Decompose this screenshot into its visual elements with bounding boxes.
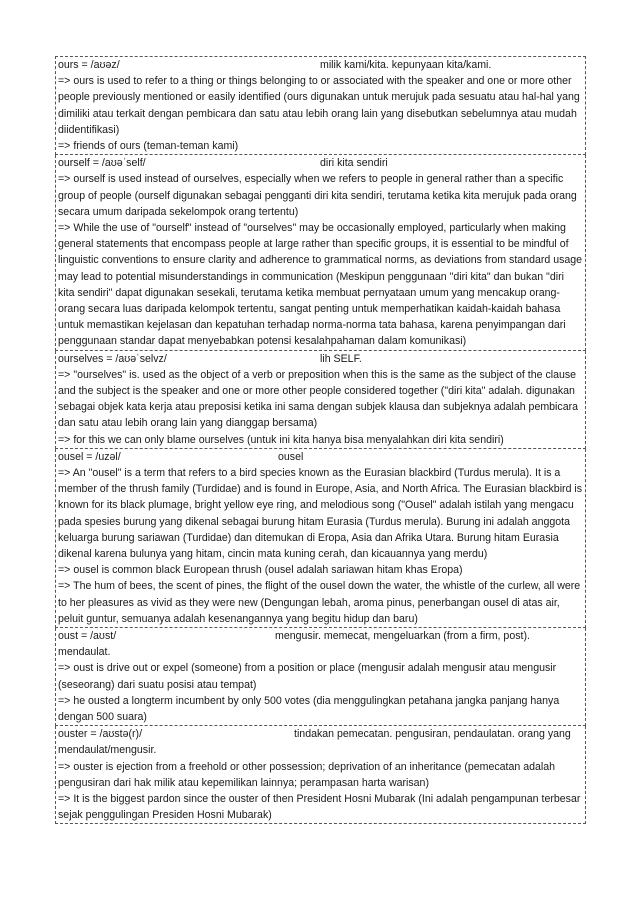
example-line: => The hum of bees, the scent of pines, the flight of the ousel down the water, the whistle of the curlew, all were to her pleasures as vivid as they were new (Dengungan lebah, aroma pinus, penerbangan ousel di atas air, peluit guntur, semuanya adalah kesenangannya yang begitu hidup dan baru)	[58, 580, 581, 625]
headword-row	[58, 155, 583, 171]
example-line: => ours is used to refer to a thing or things belonging to or associated with the speaker and one or more other people previously mentioned or easily identified (ours digunakan untuk merujuk pada sesuatu atau hal-hal yang dimiliki atau terkait dengan pembicara dan satu atau lebih orang lain yang disebutkan sebelumnya atau mudah diidentifikasi)	[58, 75, 580, 136]
headword-term: ouster = /aʊstə(r)/	[58, 728, 143, 741]
headword-row	[58, 628, 583, 644]
headword-meaning: ousel	[278, 450, 304, 463]
headword-term: oust = /aʊst/	[58, 630, 117, 643]
example-line: => An "ousel" is a term that refers to a bird species known as the Eurasian blackbird (Turdus merula). It is a member of the thrush family (Turdidae) and is found in Europe, Asia, and North Africa. The Eurasian blackbird is known for its black plumage, bright yellow eye ring, and melodious song ("Ousel" adalah istilah yang mengacu pada spesies burung yang dikenal sebagai burung hitam Eurasia (Turdus merula). Burung ini adalah anggota keluarga burung sariawan (Turdidae) dan ditemukan di Eropa, Asia dan Afrika Utara. Burung hitam Eurasia dikenal karena bulunya yang hitam, cincin mata kuning cerah, dan kicauannya yang merdu)	[58, 467, 583, 561]
entry-ours	[55, 56, 586, 155]
dictionary-page	[55, 56, 586, 824]
example-line: => ousel is common black European thrush (ousel adalah sariawan hitam khas Eropa)	[58, 564, 463, 577]
entry-ourselves	[55, 351, 586, 449]
example-line: => he ousted a longterm incumbent by only 500 votes (dia menggulingkan petahana jangka panjang hanya dengan 500 suara)	[58, 694, 560, 724]
headword-term: ourself = /aʊəˈself/	[58, 157, 146, 170]
example-line: => ouster is ejection from a freehold or other possession; deprivation of an inheritance (pemecatan adalah pengusiran dari hak milik atau kepemilikan lainnya; perampasan harta warisan)	[58, 760, 556, 789]
headword-meaning: mengusir. memecat, mengeluarkan (from a firm, post).	[275, 630, 530, 643]
headword-row	[58, 449, 583, 465]
headword-meaning: diri kita sendiri	[320, 157, 388, 170]
headword-row	[58, 57, 583, 73]
example-line: => oust is drive out or expel (someone) from a position or place (mengusir adalah mengusir atau mengusir (seseorang) dari suatu posisi atau tempat)	[58, 662, 557, 691]
entry-ouster	[55, 726, 586, 824]
headword-row	[58, 726, 583, 742]
entry-ousel	[55, 449, 586, 628]
headword-meaning: lih SELF.	[320, 352, 362, 365]
example-line: => for this we can only blame ourselves (untuk ini kita hanya bisa menyalahkan diri kita sendiri)	[58, 433, 504, 446]
headword-meaning-continued: mendaulat.	[58, 646, 111, 659]
entry-oust	[55, 628, 586, 726]
example-line: => "ourselves" is. used as the object of a verb or preposition when this is the same as the subject of the clause and the subject is the speaker and one or more other people considered together ("diri kita" adalah. digunakan sebagai objek kata kerja atau preposisi ketika ini sama dengan subjek klausa dan subjeknya adalah pembicara dan satu atau lebih orang lain yang dianggap bersama)	[58, 368, 579, 430]
headword-row	[58, 351, 583, 367]
headword-meaning: milik kami/kita. kepunyaan kita/kami.	[320, 59, 492, 71]
headword-meaning-continued: mendaulat/mengusir.	[58, 744, 157, 757]
example-line: => friends of ours (teman-teman kami)	[58, 140, 239, 152]
headword-term: ousel = /uzəl/	[58, 450, 121, 463]
example-line: => ourself is used instead of ourselves, especially when we refers to people in general rather than a specific group of people (ourself digunakan sebagai pengganti diri kita sendiri, terutama ketika kita merujuk pada orang secara umum daripada sekelompok orang tertentu)	[58, 173, 577, 218]
entry-ourself	[55, 155, 586, 350]
headword-meaning: tindakan pemecatan. pengusiran, pendaulatan. orang yang	[294, 728, 571, 741]
example-line: => It is the biggest pardon since the ouster of then President Hosni Mubarak (Ini adalah pengampunan terbesar sejak penggulingan Presiden Hosni Mubarak)	[58, 793, 581, 822]
headword-term: ours = /aʊəz/	[58, 59, 120, 71]
headword-term: ourselves = /aʊəˈselvz/	[58, 352, 167, 365]
example-line: => While the use of "ourself" instead of "ourselves" may be occasionally employed, particularly when making general statements that encompass people at large rather than specific groups, it is essential to be mindful of linguistic conventions to ensure clarity and adherence to grammatical norms, as deviations from standard usage may lead to potential misunderstandings in communication (Meskipun penggunaan "diri kita" dan bukan "diri kita sendiri" dapat digunakan sesekali, terutama ketika membuat pernyataan umum yang mencakup orang-orang secara luas daripada kelompok tertentu, sangat penting untuk memperhatikan kaidah-kaidah bahasa untuk memastikan kejelasan dan kepatuhan terhadap norma-norma tata bahasa, karena penyimpangan dari penggunaan standar dapat menyebabkan potensi kesalahpahaman dalam komunikasi)	[58, 222, 583, 348]
